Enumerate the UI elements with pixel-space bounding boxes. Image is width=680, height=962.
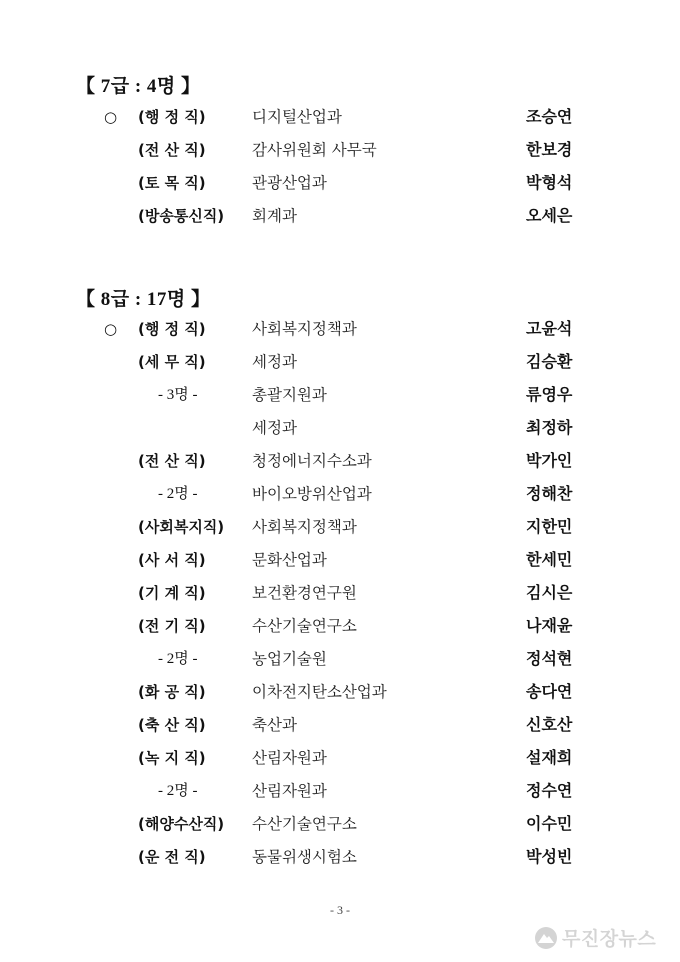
job-category: (기 계 직)	[138, 584, 206, 602]
person-name: 조승연	[526, 107, 573, 126]
department: 사회복지정책과	[252, 518, 357, 536]
person-name: 고윤석	[526, 319, 573, 338]
department: 산림자원과	[252, 782, 327, 800]
list-item	[0, 413, 680, 443]
person-name: 신호산	[526, 715, 573, 734]
person-name: 이수민	[526, 814, 573, 833]
person-name: 정석현	[526, 649, 573, 668]
list-item	[0, 644, 680, 674]
department: 문화산업과	[252, 551, 327, 569]
job-category: (전 기 직)	[138, 617, 206, 635]
bullet-icon: ○	[104, 108, 118, 126]
list-item	[0, 168, 680, 198]
department: 세정과	[252, 353, 297, 371]
department: 농업기술원	[252, 650, 327, 668]
job-category: (전 산 직)	[138, 452, 206, 470]
job-category: (화 공 직)	[138, 683, 206, 701]
job-category: (운 전 직)	[138, 848, 206, 866]
person-name: 박가인	[526, 451, 573, 470]
person-name: 박성빈	[526, 847, 573, 866]
list-item	[0, 446, 680, 476]
department: 세정과	[252, 419, 297, 437]
person-name: 김승환	[526, 352, 573, 371]
list-item	[0, 776, 680, 806]
page-number: - 3 -	[330, 903, 350, 917]
department: 이차전지탄소산업과	[252, 683, 387, 701]
list-item	[0, 512, 680, 542]
list-item	[0, 380, 680, 410]
watermark	[530, 923, 678, 955]
job-category: (전 산 직)	[138, 141, 206, 159]
job-category: (녹 지 직)	[138, 749, 206, 767]
job-category: (토 목 직)	[138, 174, 206, 192]
person-name: 오세은	[526, 206, 573, 225]
department: 사회복지정책과	[252, 320, 357, 338]
job-category: (행 정 직)	[138, 108, 206, 126]
department: 산림자원과	[252, 749, 327, 767]
department: 바이오방위산업과	[252, 485, 372, 503]
bullet-icon: ○	[104, 320, 118, 338]
department: 관광산업과	[252, 174, 327, 192]
section-title-7th-grade: 【 7급 : 4명 】	[76, 76, 201, 97]
department: 보건환경연구원	[252, 584, 357, 602]
person-name: 지한민	[526, 517, 573, 536]
department: 청정에너지수소과	[252, 452, 372, 470]
person-name: 나재윤	[526, 616, 573, 635]
job-category-count: - 2명 -	[158, 651, 198, 667]
department: 감사위원회 사무국	[252, 141, 377, 159]
department: 수산기술연구소	[252, 815, 357, 833]
watermark-text: 무진장뉴스	[562, 928, 657, 950]
list-item	[0, 842, 680, 872]
job-category: (사 서 직)	[138, 551, 206, 569]
list-item	[0, 677, 680, 707]
person-name: 설재희	[526, 748, 573, 767]
list-item	[0, 743, 680, 773]
person-name: 박형석	[526, 173, 573, 192]
list-item	[0, 479, 680, 509]
section-title-8th-grade: 【 8급 : 17명 】	[76, 289, 211, 310]
list-item	[0, 710, 680, 740]
job-category: (사회복지직)	[138, 518, 225, 536]
person-name: 정해찬	[526, 484, 573, 503]
job-category: (방송통신직)	[138, 207, 225, 225]
job-category: (해양수산직)	[138, 815, 225, 833]
list-item	[0, 347, 680, 377]
department: 수산기술연구소	[252, 617, 357, 635]
person-name: 정수연	[526, 781, 573, 800]
mountain-logo-icon	[534, 926, 558, 950]
list-item	[0, 545, 680, 575]
person-name: 류영우	[526, 385, 573, 404]
list-item	[0, 102, 680, 132]
list-item	[0, 809, 680, 839]
department: 회계과	[252, 207, 297, 225]
person-name: 송다연	[526, 682, 573, 701]
person-name: 한세민	[526, 550, 573, 569]
job-category-count: - 3명 -	[158, 387, 198, 403]
job-category-count: - 2명 -	[158, 486, 198, 502]
department: 총괄지원과	[252, 386, 327, 404]
list-item	[0, 135, 680, 165]
job-category: (축 산 직)	[138, 716, 206, 734]
list-item	[0, 314, 680, 344]
department: 축산과	[252, 716, 297, 734]
department: 디지털산업과	[252, 108, 342, 126]
department: 동물위생시험소	[252, 848, 357, 866]
list-item	[0, 201, 680, 231]
job-category-count: - 2명 -	[158, 783, 198, 799]
job-category: (행 정 직)	[138, 320, 206, 338]
person-name: 한보경	[526, 140, 573, 159]
list-item	[0, 578, 680, 608]
list-item	[0, 611, 680, 641]
job-category: (세 무 직)	[138, 353, 206, 371]
person-name: 김시은	[526, 583, 573, 602]
person-name: 최정하	[526, 418, 573, 437]
